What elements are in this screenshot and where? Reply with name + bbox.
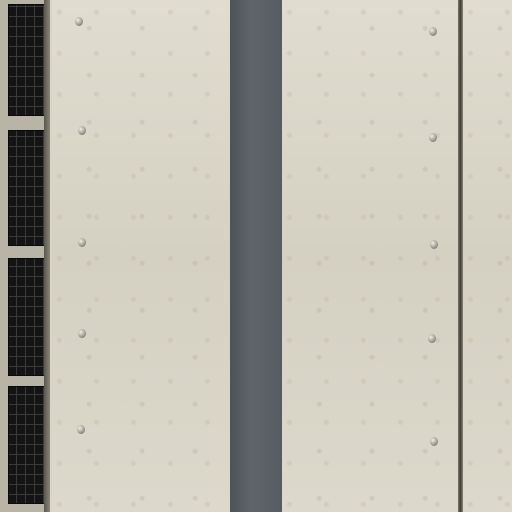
facade-panel-edge [463, 0, 512, 512]
grille-panel [8, 386, 46, 504]
grille-panel [8, 130, 46, 246]
fastener-icon [77, 425, 85, 434]
vent-grille-column [0, 0, 50, 512]
facade-panel-left [52, 0, 230, 512]
recessed-channel [230, 0, 282, 512]
fastener-icon [429, 27, 437, 36]
fastener-icon [429, 133, 437, 142]
grille-panel [8, 4, 46, 116]
facade-panel-right [282, 0, 458, 512]
grille-panel [8, 258, 46, 376]
grille-mullion [44, 0, 50, 512]
fastener-icon [428, 334, 436, 343]
fastener-icon [78, 126, 86, 135]
fastener-icon [75, 17, 83, 26]
fastener-icon [78, 329, 86, 338]
fastener-icon [78, 238, 86, 247]
fastener-icon [430, 240, 438, 249]
fastener-icon [430, 437, 438, 446]
